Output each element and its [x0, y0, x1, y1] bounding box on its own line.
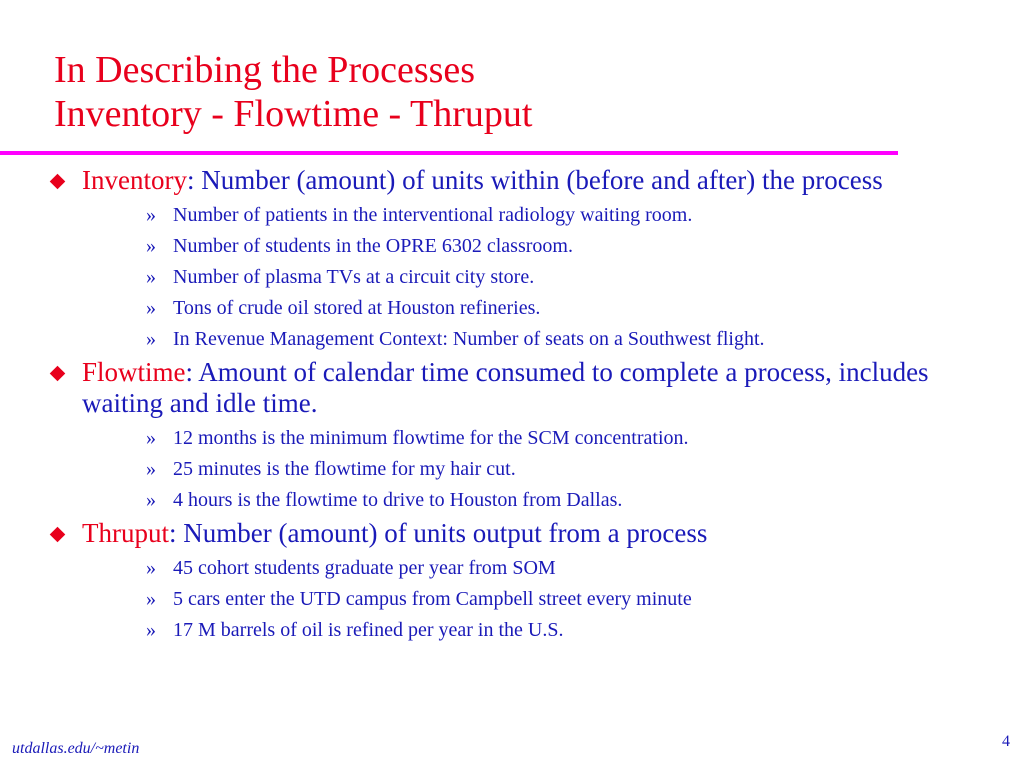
- footer-url: utdallas.edu/~metin: [12, 740, 140, 757]
- example-item: » Number of students in the OPRE 6302 classroom.: [0, 231, 1024, 262]
- bullet-flowtime: [0, 357, 1002, 419]
- term-thruput: Thruput: [82, 518, 169, 548]
- term-inventory: Inventory: [82, 165, 187, 195]
- section-inventory: [0, 165, 1024, 355]
- example-item: » Number of plasma TVs at a circuit city store.: [0, 262, 1024, 293]
- example-item: » Tons of crude oil stored at Houston refineries.: [0, 293, 1024, 324]
- example-item: » In Revenue Management Context: Number of seats on a Southwest flight.: [0, 324, 1024, 355]
- sub-bullet-marker: »: [146, 489, 156, 511]
- example-item: » 45 cohort students graduate per year from SOM: [0, 553, 1024, 584]
- sub-bullet-marker: »: [146, 266, 156, 288]
- sub-bullet-marker: »: [146, 588, 156, 610]
- title-line-1: In Describing the Processes: [54, 49, 476, 91]
- sub-bullet-marker: »: [146, 235, 156, 257]
- bullet-inventory: [0, 165, 1002, 196]
- term-flowtime: Flowtime: [82, 357, 186, 387]
- diamond-bullet-icon: [50, 527, 66, 543]
- section-thruput: [0, 518, 1024, 646]
- slide-content: [0, 165, 1024, 646]
- sub-bullet-marker: »: [146, 204, 156, 226]
- diamond-bullet-icon: [50, 174, 66, 190]
- examples-thruput: [0, 553, 1024, 646]
- bullet-thruput: [0, 518, 1002, 549]
- example-item: » 4 hours is the flowtime to drive to Houston from Dallas.: [0, 485, 1024, 516]
- title-line-2: Inventory - Flowtime - Thruput: [54, 93, 533, 135]
- examples-flowtime: [0, 423, 1024, 516]
- examples-inventory: [0, 200, 1024, 355]
- example-item: » 12 months is the minimum flowtime for the SCM concentration.: [0, 423, 1024, 454]
- sub-bullet-marker: »: [146, 557, 156, 579]
- title-divider: [0, 151, 898, 155]
- sub-bullet-marker: »: [146, 297, 156, 319]
- sub-bullet-marker: »: [146, 619, 156, 641]
- section-flowtime: [0, 357, 1024, 516]
- definition-thruput: : Number (amount) of units output from a process: [169, 518, 708, 548]
- sub-bullet-marker: »: [146, 427, 156, 449]
- slide-title: [54, 48, 532, 136]
- diamond-bullet-icon: [50, 366, 66, 382]
- sub-bullet-marker: »: [146, 328, 156, 350]
- sub-bullet-marker: »: [146, 458, 156, 480]
- example-item: » Number of patients in the interventional radiology waiting room.: [0, 200, 1024, 231]
- page-number: 4: [1002, 733, 1010, 750]
- definition-inventory: : Number (amount) of units within (before and after) the process: [186, 165, 883, 195]
- example-item: » 25 minutes is the flowtime for my hair cut.: [0, 454, 1024, 485]
- definition-flowtime: : Amount of calendar time consumed to complete a process, includes waiting and idle time.: [82, 357, 929, 418]
- example-item: » 5 cars enter the UTD campus from Campbell street every minute: [0, 584, 1024, 615]
- example-item: » 17 M barrels of oil is refined per year in the U.S.: [0, 615, 1024, 646]
